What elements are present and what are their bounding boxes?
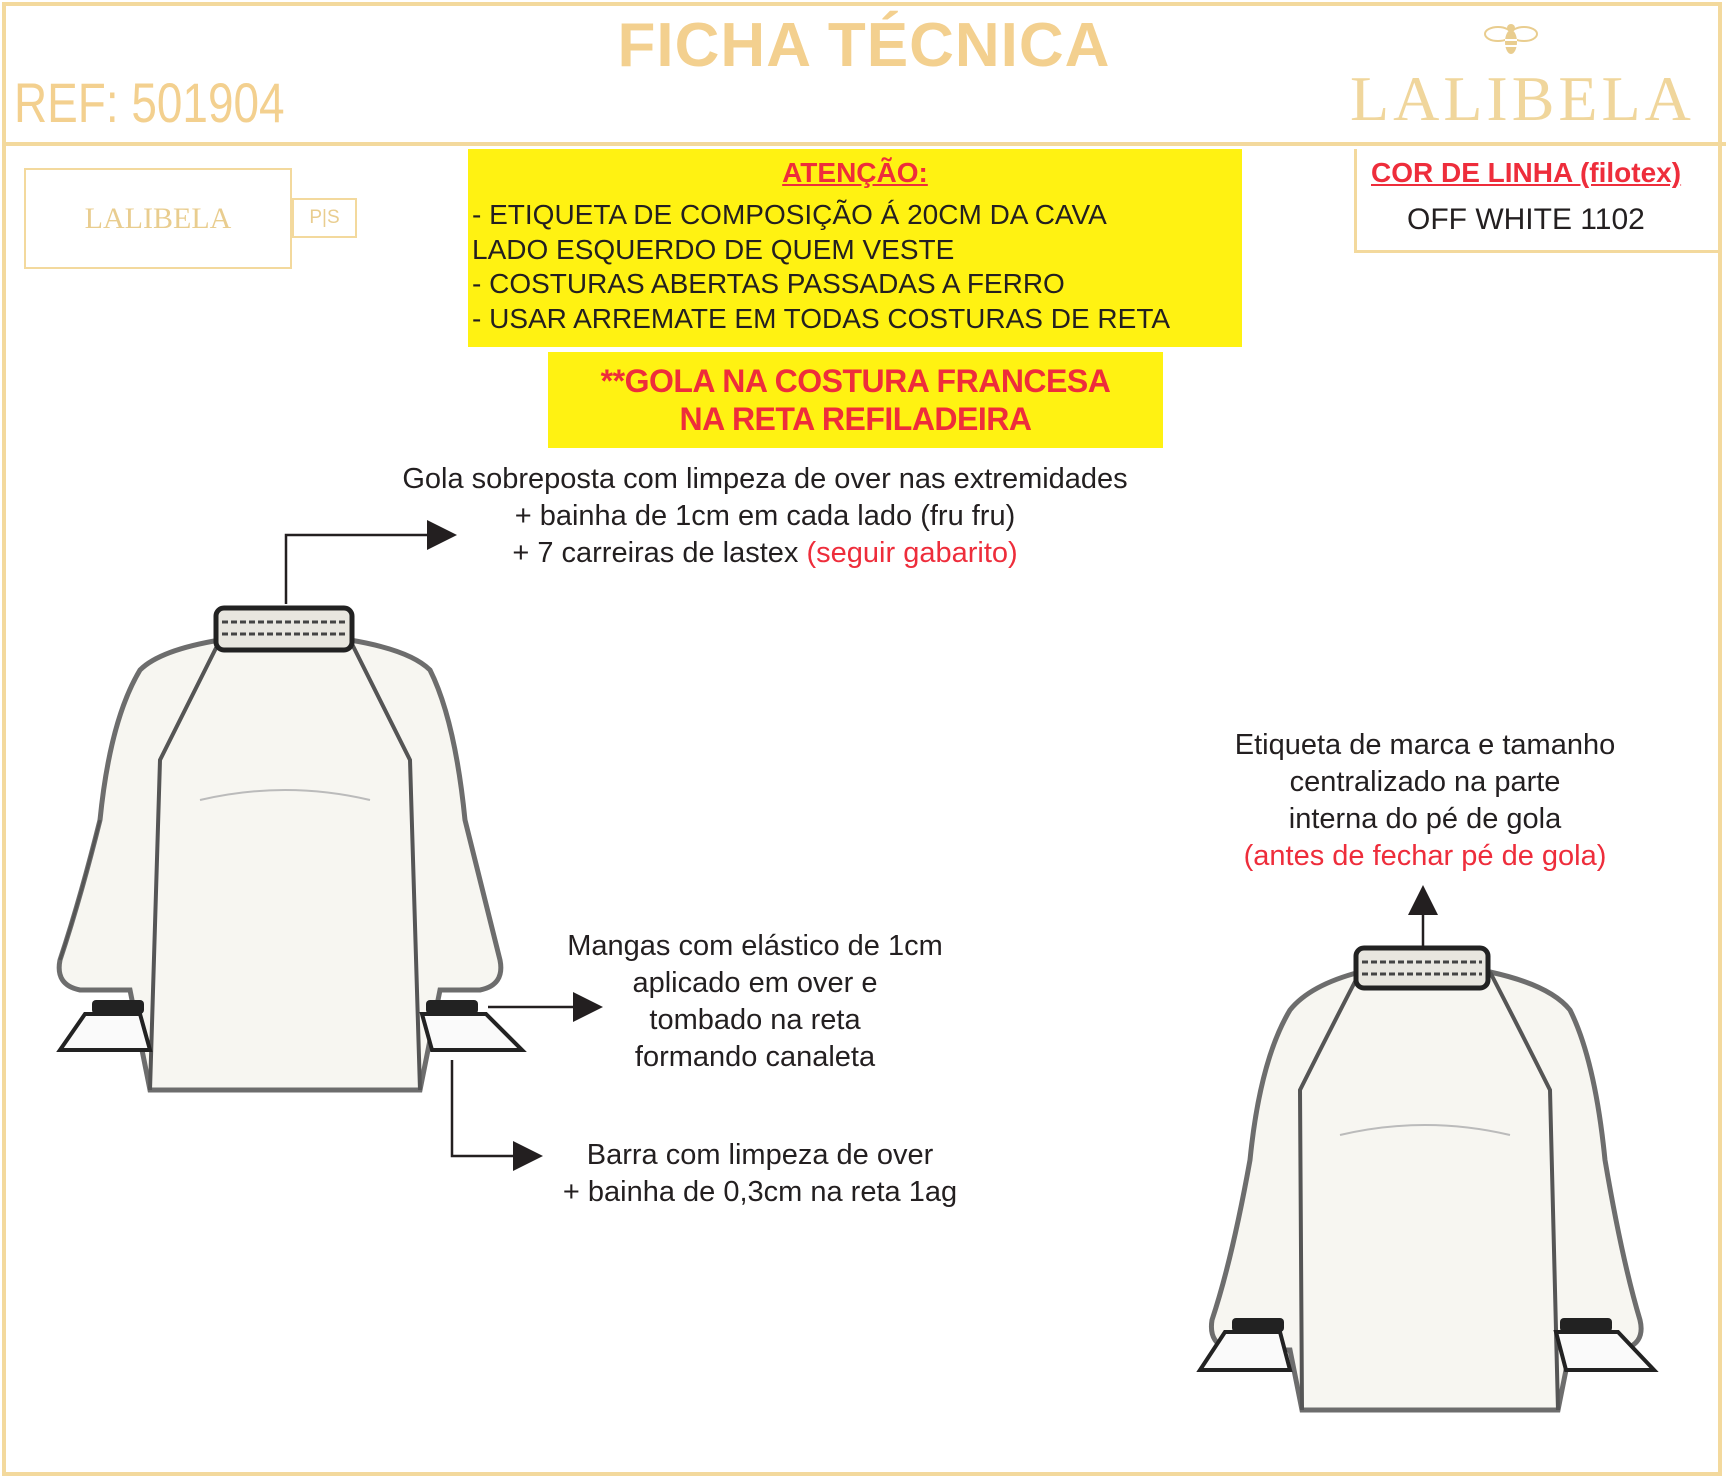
collar-note-line: + bainha de 1cm em cada lado (fru fru) xyxy=(514,500,1016,532)
collar-arrow xyxy=(286,535,452,604)
reference-number: REF: 501904 xyxy=(14,71,285,134)
collar-note-line: Gola sobreposta com limpeza de over nas extremidades xyxy=(402,463,1128,495)
collar-note-text: + 7 carreiras de lastex xyxy=(512,537,807,569)
sleeve-note-line: formando canaleta xyxy=(634,1041,876,1073)
attention-line: - ETIQUETA DE COMPOSIÇÃO Á 20CM DA CAVA xyxy=(472,199,1107,230)
attention-line: - COSTURAS ABERTAS PASSADAS A FERRO xyxy=(472,268,1065,299)
collar-note-red: (seguir gabarito) xyxy=(806,537,1018,569)
hem-note-line: + bainha de 0,3cm na reta 1ag xyxy=(562,1176,958,1208)
brand-label-note-red: (antes de fechar pé de gola) xyxy=(1243,840,1607,872)
size-tag: P|S xyxy=(292,198,357,238)
attention-line: LADO ESQUERDO DE QUEM VESTE xyxy=(472,234,955,265)
attention-line: - USAR ARREMATE EM TODAS COSTURAS DE RETA xyxy=(472,303,1171,334)
brand-label-note-line: Etiqueta de marca e tamanho xyxy=(1234,729,1616,761)
label-brand-text: LALIBELA xyxy=(84,201,232,235)
thread-color-title: COR DE LINHA (filotex) xyxy=(1371,157,1682,188)
thread-color-value: OFF WHITE 1102 xyxy=(1407,203,1645,236)
hem-arrow xyxy=(452,1060,538,1156)
collar-notice-line: NA RETA REFILADEIRA xyxy=(679,401,1032,437)
brand-label-note-line: centralizado na parte xyxy=(1289,766,1561,798)
page-title: FICHA TÉCNICA xyxy=(617,11,1111,80)
sleeve-note-line: aplicado em over e xyxy=(632,967,878,999)
sleeve-note-line: Mangas com elástico de 1cm xyxy=(567,930,943,962)
brand-label-note-line: interna do pé de gola xyxy=(1288,803,1562,835)
brand-logo: LALIBELA xyxy=(1350,63,1695,134)
front-blouse-sketch xyxy=(59,608,522,1090)
back-blouse-sketch xyxy=(1200,948,1654,1410)
collar-notice-line: **GOLA NA COSTURA FRANCESA xyxy=(600,363,1111,399)
sleeve-note-line: tombado na reta xyxy=(649,1004,861,1036)
attention-title: ATENÇÃO: xyxy=(782,157,928,188)
hem-note-line: Barra com limpeza de over xyxy=(586,1139,934,1171)
